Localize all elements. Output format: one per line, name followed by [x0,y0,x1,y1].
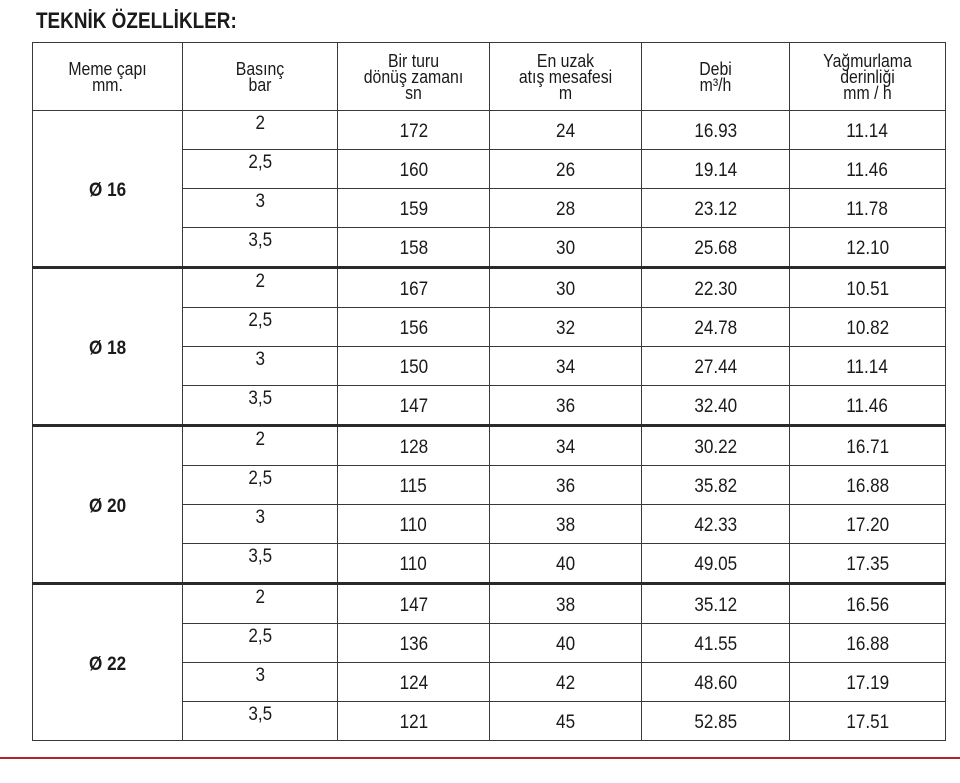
cell-throw-distance: 42 [490,663,642,702]
cell-throw-distance: 34 [490,347,642,386]
cell-rotation-time: 115 [338,466,490,505]
header-rotation-time: Bir turu dönüş zamanı sn [338,43,490,111]
table-row [33,426,946,466]
cell-rotation-time: 156 [338,308,490,347]
cell-flow-rate: 41.55 [642,624,790,663]
table-row [33,268,946,308]
cell-flow-rate: 42.33 [642,505,790,544]
cell-rotation-time: 158 [338,228,490,268]
cell-throw-distance: 32 [490,308,642,347]
cell-precipitation-depth: 17.20 [790,505,946,544]
cell-precipitation-depth: 17.35 [790,544,946,584]
cell-rotation-time: 160 [338,150,490,189]
cell-throw-distance: 36 [490,386,642,426]
cell-throw-distance: 26 [490,150,642,189]
cell-throw-distance: 36 [490,466,642,505]
cell-precipitation-depth: 11.46 [790,150,946,189]
cell-pressure: 3 [183,663,338,702]
cell-flow-rate: 19.14 [642,150,790,189]
spec-table [32,42,946,741]
header-throw-distance: En uzak atış mesafesi m [490,43,642,111]
cell-throw-distance: 34 [490,426,642,466]
header-precipitation-depth: Yağmurlama derinliği mm / h [790,43,946,111]
cell-precipitation-depth: 10.51 [790,268,946,308]
cell-precipitation-depth: 11.14 [790,347,946,386]
cell-nozzle-diameter: Ø 18 [33,268,183,426]
cell-pressure: 2,5 [183,624,338,663]
cell-pressure: 2,5 [183,466,338,505]
cell-flow-rate: 49.05 [642,544,790,584]
cell-precipitation-depth: 17.19 [790,663,946,702]
cell-rotation-time: 159 [338,189,490,228]
cell-precipitation-depth: 10.82 [790,308,946,347]
cell-throw-distance: 40 [490,624,642,663]
header-pressure: Basınç bar [183,43,338,111]
cell-precipitation-depth: 16.71 [790,426,946,466]
cell-rotation-time: 110 [338,544,490,584]
cell-flow-rate: 35.82 [642,466,790,505]
cell-pressure: 2 [183,584,338,624]
cell-flow-rate: 27.44 [642,347,790,386]
table-row [33,584,946,624]
cell-pressure: 3,5 [183,386,338,426]
cell-rotation-time: 110 [338,505,490,544]
cell-precipitation-depth: 11.78 [790,189,946,228]
cell-throw-distance: 24 [490,111,642,150]
page-title: TEKNİK ÖZELLİKLER: [36,8,237,33]
cell-rotation-time: 124 [338,663,490,702]
cell-precipitation-depth: 11.46 [790,386,946,426]
cell-pressure: 2 [183,111,338,150]
cell-precipitation-depth: 12.10 [790,228,946,268]
cell-flow-rate: 23.12 [642,189,790,228]
cell-precipitation-depth: 16.56 [790,584,946,624]
cell-pressure: 2 [183,426,338,466]
cell-flow-rate: 25.68 [642,228,790,268]
cell-flow-rate: 32.40 [642,386,790,426]
cell-rotation-time: 150 [338,347,490,386]
cell-flow-rate: 22.30 [642,268,790,308]
cell-pressure: 3 [183,189,338,228]
cell-pressure: 3,5 [183,702,338,741]
cell-flow-rate: 24.78 [642,308,790,347]
cell-rotation-time: 147 [338,386,490,426]
cell-pressure: 3,5 [183,228,338,268]
cell-flow-rate: 30.22 [642,426,790,466]
header-flow-rate: Debi m³/h [642,43,790,111]
cell-rotation-time: 167 [338,268,490,308]
cell-precipitation-depth: 16.88 [790,466,946,505]
cell-throw-distance: 30 [490,228,642,268]
table-row [33,111,946,150]
cell-flow-rate: 52.85 [642,702,790,741]
cell-nozzle-diameter: Ø 16 [33,111,183,268]
cell-rotation-time: 172 [338,111,490,150]
cell-throw-distance: 40 [490,544,642,584]
cell-rotation-time: 121 [338,702,490,741]
cell-flow-rate: 35.12 [642,584,790,624]
table-body [33,111,946,741]
cell-throw-distance: 45 [490,702,642,741]
cell-pressure: 3 [183,347,338,386]
cell-flow-rate: 16.93 [642,111,790,150]
cell-nozzle-diameter: Ø 20 [33,426,183,584]
cell-rotation-time: 128 [338,426,490,466]
cell-pressure: 3,5 [183,544,338,584]
cell-precipitation-depth: 11.14 [790,111,946,150]
cell-rotation-time: 147 [338,584,490,624]
cell-nozzle-diameter: Ø 22 [33,584,183,741]
cell-throw-distance: 38 [490,584,642,624]
cell-pressure: 3 [183,505,338,544]
cell-throw-distance: 38 [490,505,642,544]
cell-precipitation-depth: 17.51 [790,702,946,741]
cell-pressure: 2,5 [183,150,338,189]
cell-throw-distance: 28 [490,189,642,228]
table-header-row [33,43,946,111]
cell-throw-distance: 30 [490,268,642,308]
cell-pressure: 2,5 [183,308,338,347]
header-nozzle-diameter: Meme çapı mm. [33,43,183,111]
cell-pressure: 2 [183,268,338,308]
cell-rotation-time: 136 [338,624,490,663]
cell-precipitation-depth: 16.88 [790,624,946,663]
bottom-divider [0,757,960,759]
cell-flow-rate: 48.60 [642,663,790,702]
